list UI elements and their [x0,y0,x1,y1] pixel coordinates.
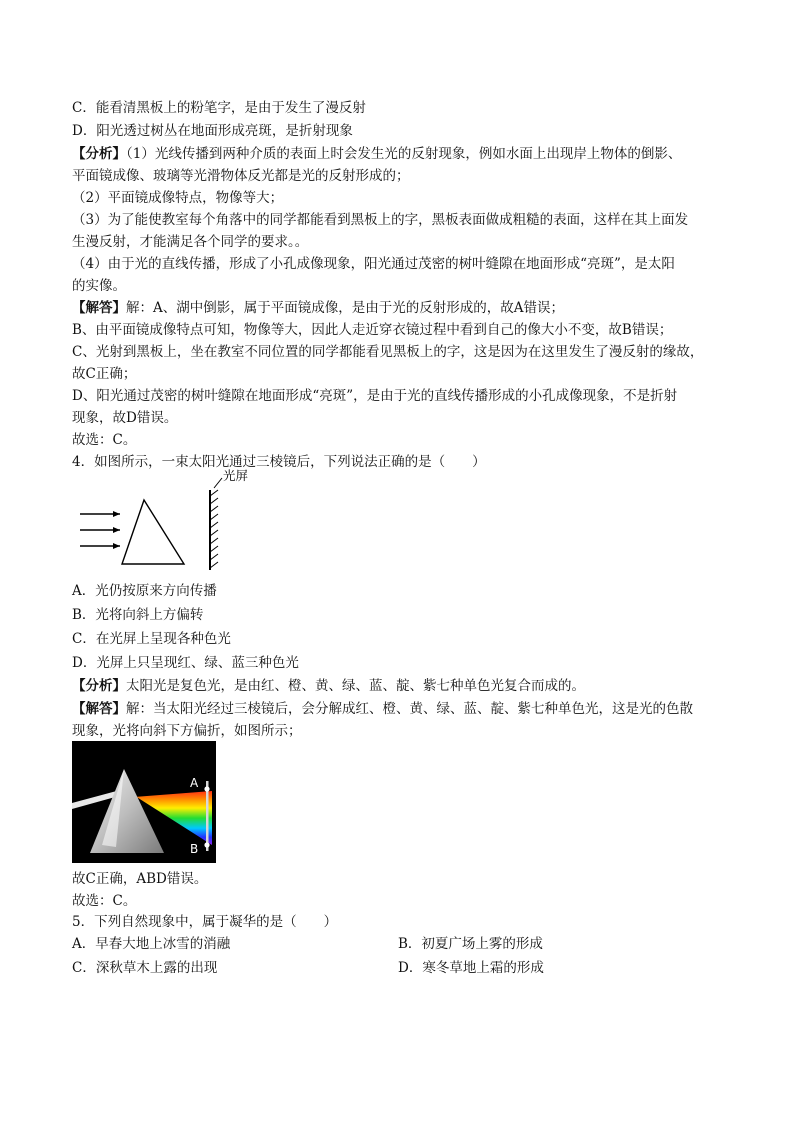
q3-answer-line-1 [72,297,732,319]
q3-analysis-line-7: 的实像。 [72,278,126,294]
dispersion-photo [72,741,216,863]
q3-choice: 故选：C。 [72,432,137,448]
q3-answer-line-5: D、阳光通过茂密的树叶缝隙在地面形成“亮斑”，是由于光的直线传播形成的小孔成像现象，不是折射 [72,388,678,404]
q3-analysis-line-5: 生漫反射，才能满足各个同学的要求。。 [72,234,309,250]
answer-text: 解：A、湖中倒影，属于平面镜成像，是由于光的反射形成的，故A错误； [126,300,564,316]
arrow-head-2 [113,527,120,533]
q4-answer-line-2: 现象，光将向斜下方偏折，如图所示； [72,723,302,739]
arrow-head-1 [113,511,120,517]
q3-answer-line-6: 现象，故D错误。 [72,410,178,426]
prism-triangle [122,500,184,564]
q4-choice: 故选：C。 [72,893,137,909]
q5-option-a: A．早春大地上冰雪的消融 [72,936,231,952]
analysis-text: 太阳光是复色光，是由红、橙、黄、绿、蓝、靛、紫七种单色光复合而成的。 [126,678,585,694]
q4-answer-line-1 [72,698,732,720]
q3-analysis-line-6: （4）由于光的直线传播，形成了小孔成像现象，阳光通过茂密的树叶缝隙在地面形成“亮斑”，是太阳 [72,256,675,272]
q4-option-a: A．光仍按原来方向传播 [72,583,217,599]
q3-analysis-line-2: 平面镜成像、玻璃等光滑物体反光都是光的反射形成的； [72,168,410,184]
q3-answer-line-2: B、由平面镜成像特点可知，物像等大，因此人走近穿衣镜过程中看到自己的像大小不变，故B错误； [72,322,673,338]
arrow-head-3 [113,543,120,549]
q3-option-d: D．阳光透过树丛在地面形成亮斑，是折射现象 [72,123,353,139]
point-b [204,842,209,847]
point-a [204,786,209,791]
answer-text: 解：当太阳光经过三棱镜后，会分解成红、橙、黄、绿、蓝、靛、紫七种单色光，这是光的色散 [126,701,693,717]
screen-label: 光屏 [223,468,249,483]
label-b: B [190,842,199,856]
q3-analysis-line-3: （2）平面镜成像特点，物像等大； [72,190,284,206]
q3-analysis-line-1 [72,143,732,165]
label-a: A [190,776,199,790]
analysis-tag: 【分析】 [72,678,126,694]
q4-analysis [72,675,732,697]
q4-conclusion: 故C正确，ABD错误。 [72,871,208,887]
analysis-text: （1）光线传播到两种介质的表面上时会发生光的反射现象，例如水面上出现岸上物体的倒影、 [126,146,682,162]
label-leader [214,478,222,488]
q4-option-c: C．在光屏上呈现各种色光 [72,631,231,647]
answer-tag: 【解答】 [72,701,126,717]
q5-option-c: C．深秋草木上露的出现 [72,960,218,976]
q5-option-b: B．初夏广场上雾的形成 [398,936,543,952]
q4-option-b: B．光将向斜上方偏转 [72,607,204,623]
q5-option-d: D．寒冬草地上霜的形成 [398,960,544,976]
q5-stem: 5．下列自然现象中，属于凝华的是（ ） [72,914,338,930]
q3-option-c: C．能看清黑板上的粉笔字，是由于发生了漫反射 [72,100,366,116]
q3-answer-line-3: C、光射到黑板上，坐在教室不同位置的同学都能看见黑板上的字，这是因为在这里发生了漫反射的缘故， [72,344,704,360]
prism-diagram [80,466,290,574]
q3-answer-line-4: 故C正确； [72,366,137,382]
q4-option-d: D．光屏上只呈现红、绿、蓝三种色光 [72,655,299,671]
analysis-tag: 【分析】 [72,146,126,162]
q3-analysis-line-4: （3）为了能使教室每个角落中的同学都能看到黑板上的字，黑板表面做成粗糙的表面，这样在其上面发 [72,212,689,228]
answer-tag: 【解答】 [72,300,126,316]
q4-stem: 4．如图所示，一束太阳光通过三棱镜后，下列说法正确的是（ ） [72,454,486,470]
